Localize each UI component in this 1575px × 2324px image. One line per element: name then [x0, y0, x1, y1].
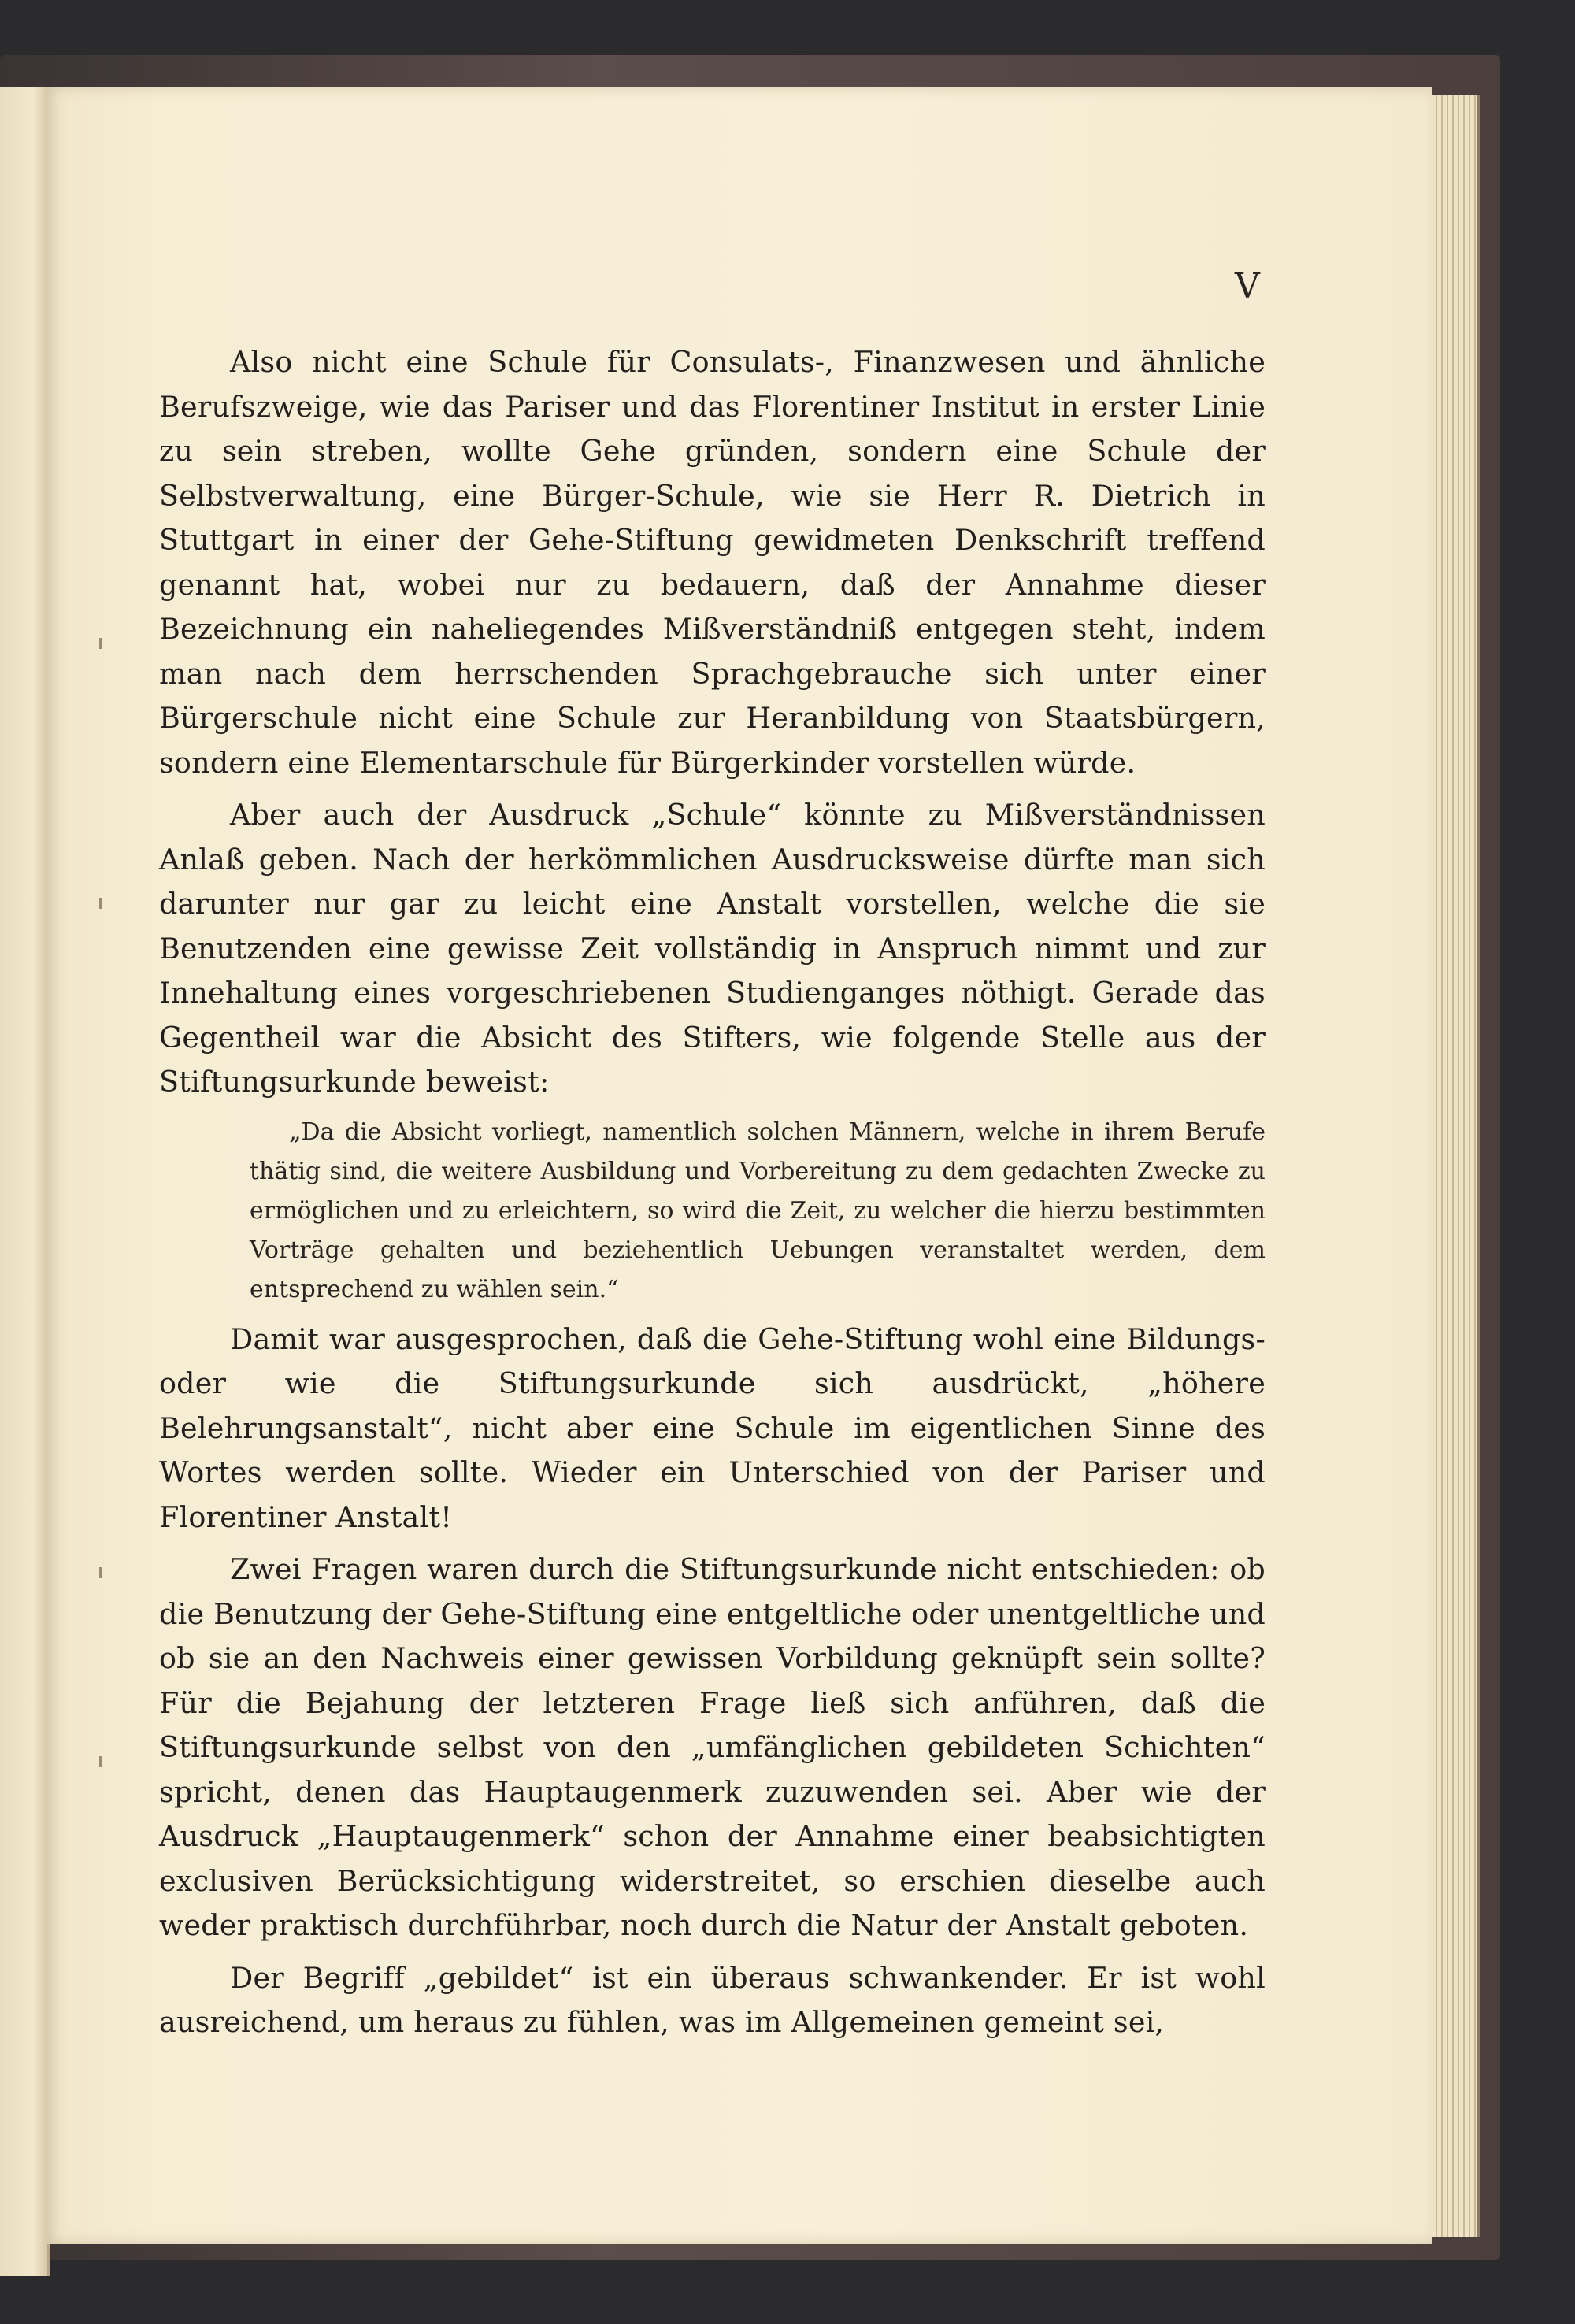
- paragraph: Also nicht eine Schule für Consulats-, Finanzwesen und ähnliche Berufszweige, wie das Pariser und das Florentiner Institut in erster Linie zu sein streben, wollte Gehe gründen, sondern eine Schule der Selbstverwaltung, eine Bürger-Schule, wie sie Herr R. Dietrich in Stuttgart in einer der Gehe-Stiftung gewidmeten Denkschrift treffend genannt hat, wobei nur zu bedauern, daß der Annahme dieser Bezeichnung ein naheliegendes Mißverständniß entgegen steht, indem man nach dem herrschenden Sprachgebrauche sich unter einer Bürgerschule nicht eine Schule zur Heranbildung von Staatsbürgern, sondern eine Elementarschule für Bürgerkinder vorstellen würde.: [159, 345, 1266, 780]
- paragraph: Damit war ausgesprochen, daß die Gehe-Stiftung wohl eine Bildungs- oder wie die Stiftungsurkunde sich ausdrückt, „höhere Belehrungsanstalt“, nicht aber eine Schule im eigentlichen Sinne des Wortes werden sollte. Wieder ein Unterschied von der Pariser und Florentiner Anstalt!: [159, 1321, 1266, 1534]
- paragraph: Der Begriff „gebildet“ ist ein überaus schwankender. Er ist wohl ausreichend, um heraus zu fühlen, was im Allgemeinen gemeint sei,: [159, 1960, 1266, 2039]
- paragraph: Aber auch der Ausdruck „Schule“ könnte zu Mißverständnissen Anlaß geben. Nach der herkömmlichen Ausdrucksweise dürfte man sich darunter nur gar zu leicht eine Anstalt vorstellen, welche die sie Benutzenden eine gewisse Zeit vollständig in Anspruch nimmt und zur Innehaltung eines vorgeschriebenen Studienganges nöthigt. Gerade das Gegentheil war die Absicht des Stifters, wie folgende Stelle aus der Stiftungsurkunde beweist:: [159, 798, 1266, 1099]
- page-number: V: [1235, 266, 1260, 306]
- binding-mark: [99, 898, 102, 909]
- binding-mark: [99, 638, 102, 649]
- binding-mark: [99, 1567, 102, 1578]
- paragraph: Zwei Fragen waren durch die Stiftungsurkunde nicht entschieden: ob die Benutzung der Gehe-Stiftung eine entgeltliche oder unentgeltliche und ob sie an den Nachweis einer gewissen Vorbildung geknüpft sein sollte? Für die Bejahung der letzteren Frage ließ sich anführen, daß die Stiftungsurkunde selbst von den „umfänglichen gebildeten Schichten“ spricht, denen das Hauptaugenmerk zuzuwenden sei. Aber wie der Ausdruck „Hauptaugenmerk“ schon der Annahme einer beabsichtigten exclusiven Berücksichtigung widerstreitet, so erschien dieselbe auch weder praktisch durchführbar, noch durch die Natur der Anstalt geboten.: [159, 1552, 1266, 1942]
- binding-thread-marks: [93, 638, 117, 1977]
- body-text: [159, 340, 1266, 2045]
- block-quote: „Da die Absicht vorliegt, namentlich solchen Männern, welche in ihrem Berufe thätig sind, die weitere Ausbildung und Vorbereitung zu dem gedachten Zwecke zu ermöglichen und zu erleichtern, so wird die Zeit, zu welcher die hierzu bestimmten Vorträge gehalten und beziehentlich Uebungen veranstaltet werden, dem entsprechend zu wählen sein.“: [250, 1118, 1266, 1303]
- left-page-edge: [0, 87, 50, 2276]
- binding-mark: [99, 1756, 102, 1767]
